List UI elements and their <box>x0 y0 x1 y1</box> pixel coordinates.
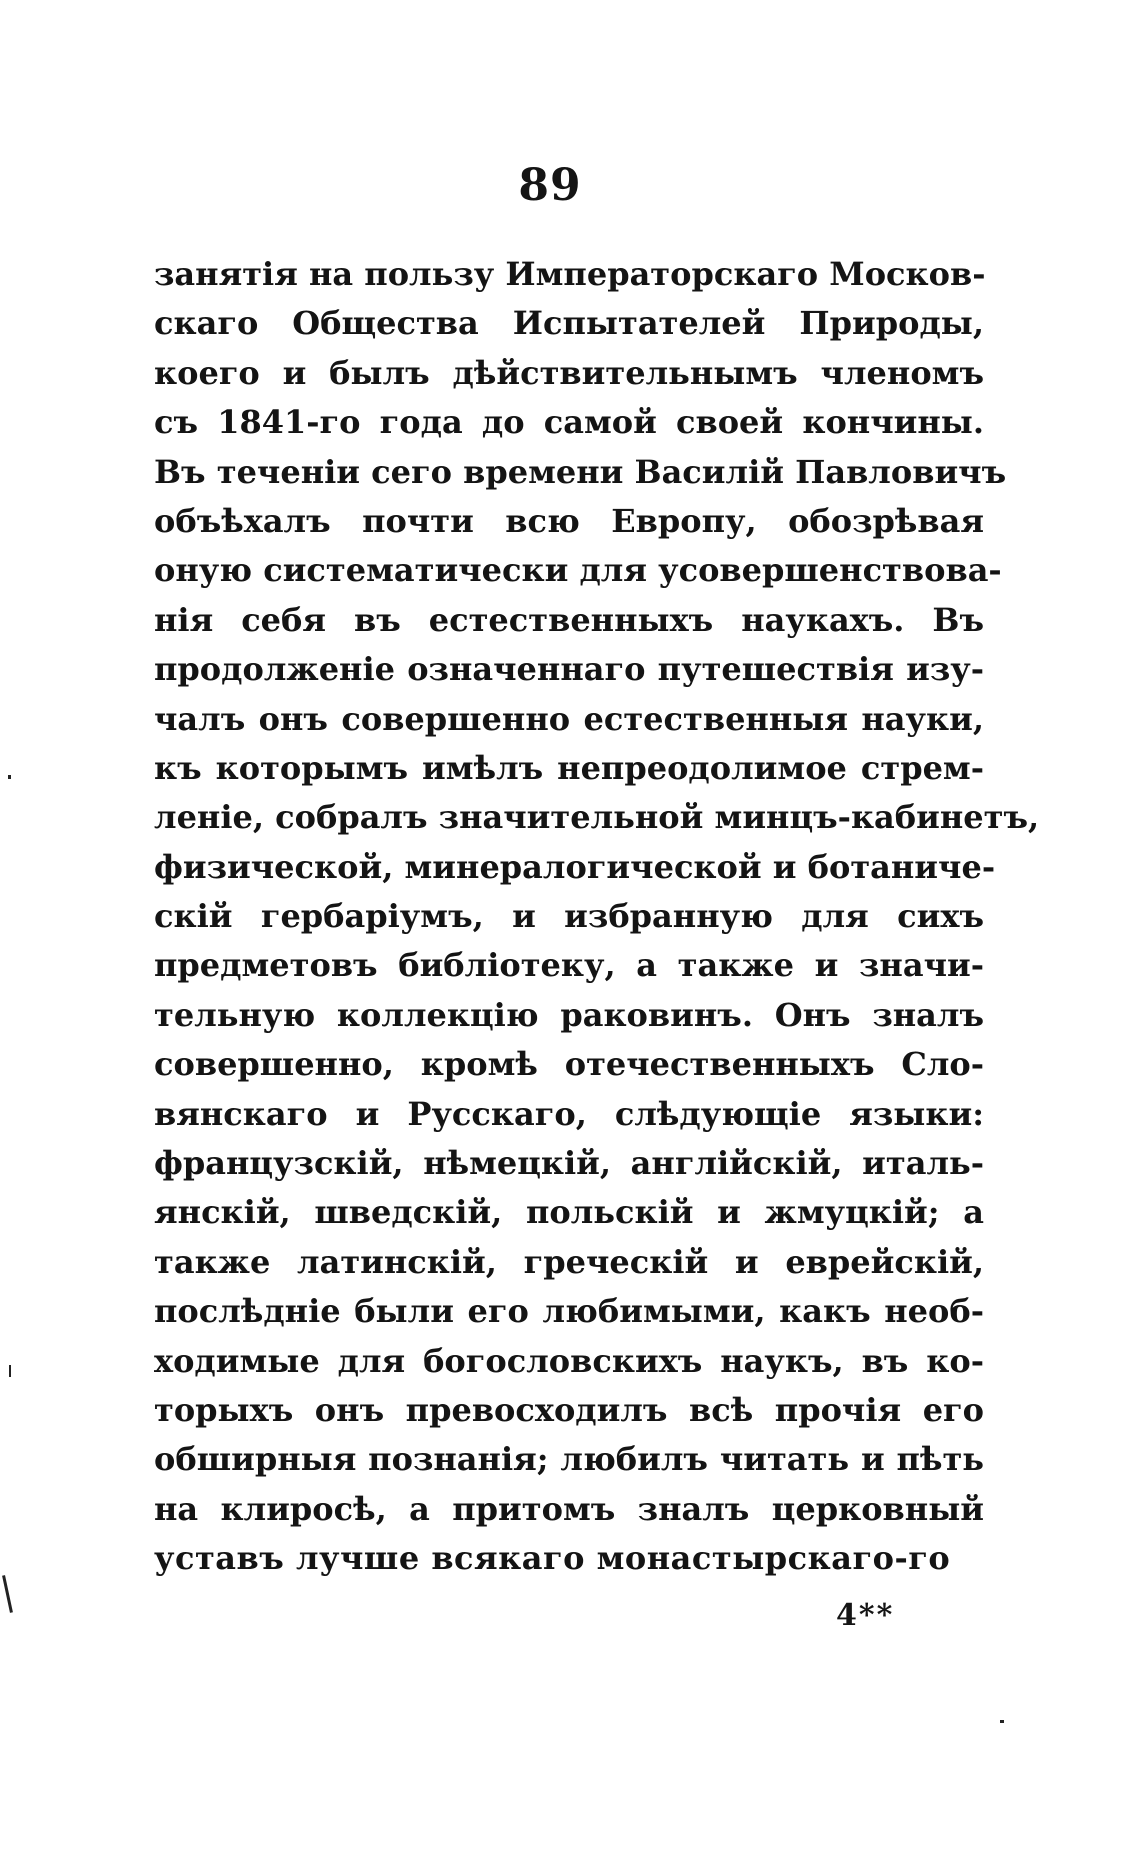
text-line: занятія на пользу Императорскаго Москов- <box>154 255 986 293</box>
text-line: на клиросѣ, а притомъ зналъ церковный <box>154 1489 984 1528</box>
text-line: совершенно, кромѣ отечественныхъ Сло- <box>154 1045 984 1084</box>
text-line: коего и былъ дѣйствительнымъ членомъ <box>154 353 984 392</box>
text-line: объѣхалъ почти всю Европу, обозрѣвая <box>154 501 984 540</box>
text-line: Въ теченіи сего времени Василій Павловичъ <box>154 452 1007 491</box>
text-line: къ которымъ имѣлъ непреодолимое стрем- <box>154 748 984 787</box>
scan-speck <box>9 1365 11 1377</box>
scan-speck <box>8 775 11 779</box>
text-line: леніе, собралъ значительной минцъ-кабинетъ, <box>154 798 1040 837</box>
text-line: вянскаго и Русскаго, слѣдующіе языки: <box>154 1094 984 1133</box>
signature-mark: 4** <box>836 1598 895 1633</box>
text-line: французскій, нѣмецкій, англійскій, италь- <box>154 1144 984 1183</box>
text-line: послѣдніе были его любимыми, какъ необ- <box>154 1292 984 1331</box>
body-text <box>154 250 1040 1584</box>
text-line: предметовъ библіотеку, а также и значи- <box>154 946 984 985</box>
text-line: ходимые для богословскихъ наукъ, въ ко- <box>154 1341 984 1380</box>
text-line: янскій, шведскій, польскій и жмуцкій; а <box>154 1193 984 1232</box>
scan-speck <box>1000 1720 1004 1723</box>
text-line: скаго Общества Испытателей Природы, <box>154 304 984 343</box>
scan-speck <box>2 1575 13 1613</box>
text-line: продолженіе означеннаго путешествія изу- <box>154 650 984 689</box>
text-line: физической, минералогической и ботаниче- <box>154 847 996 886</box>
text-line: скій гербаріумъ, и избранную для сихъ <box>154 897 984 936</box>
text-line: также латинскій, греческій и еврейскій, <box>154 1242 984 1281</box>
text-line: съ 1841-го года до самой своей кончины. <box>154 403 984 442</box>
text-line: оную систематически для усовершенствова- <box>154 551 1002 590</box>
text-line: уставъ лучше всякаго монастырскаго-го <box>154 1539 951 1578</box>
text-line: нія себя въ естественныхъ наукахъ. Въ <box>154 600 984 639</box>
page-number: 89 <box>518 160 582 211</box>
text-line: чалъ онъ совершенно естественныя науки, <box>154 699 984 738</box>
text-line: торыхъ онъ превосходилъ всѣ прочія его <box>154 1390 984 1429</box>
text-line: тельную коллекцію раковинъ. Онъ зналъ <box>154 995 984 1034</box>
text-line: обширныя познанія; любилъ читать и пѣть <box>154 1440 984 1479</box>
